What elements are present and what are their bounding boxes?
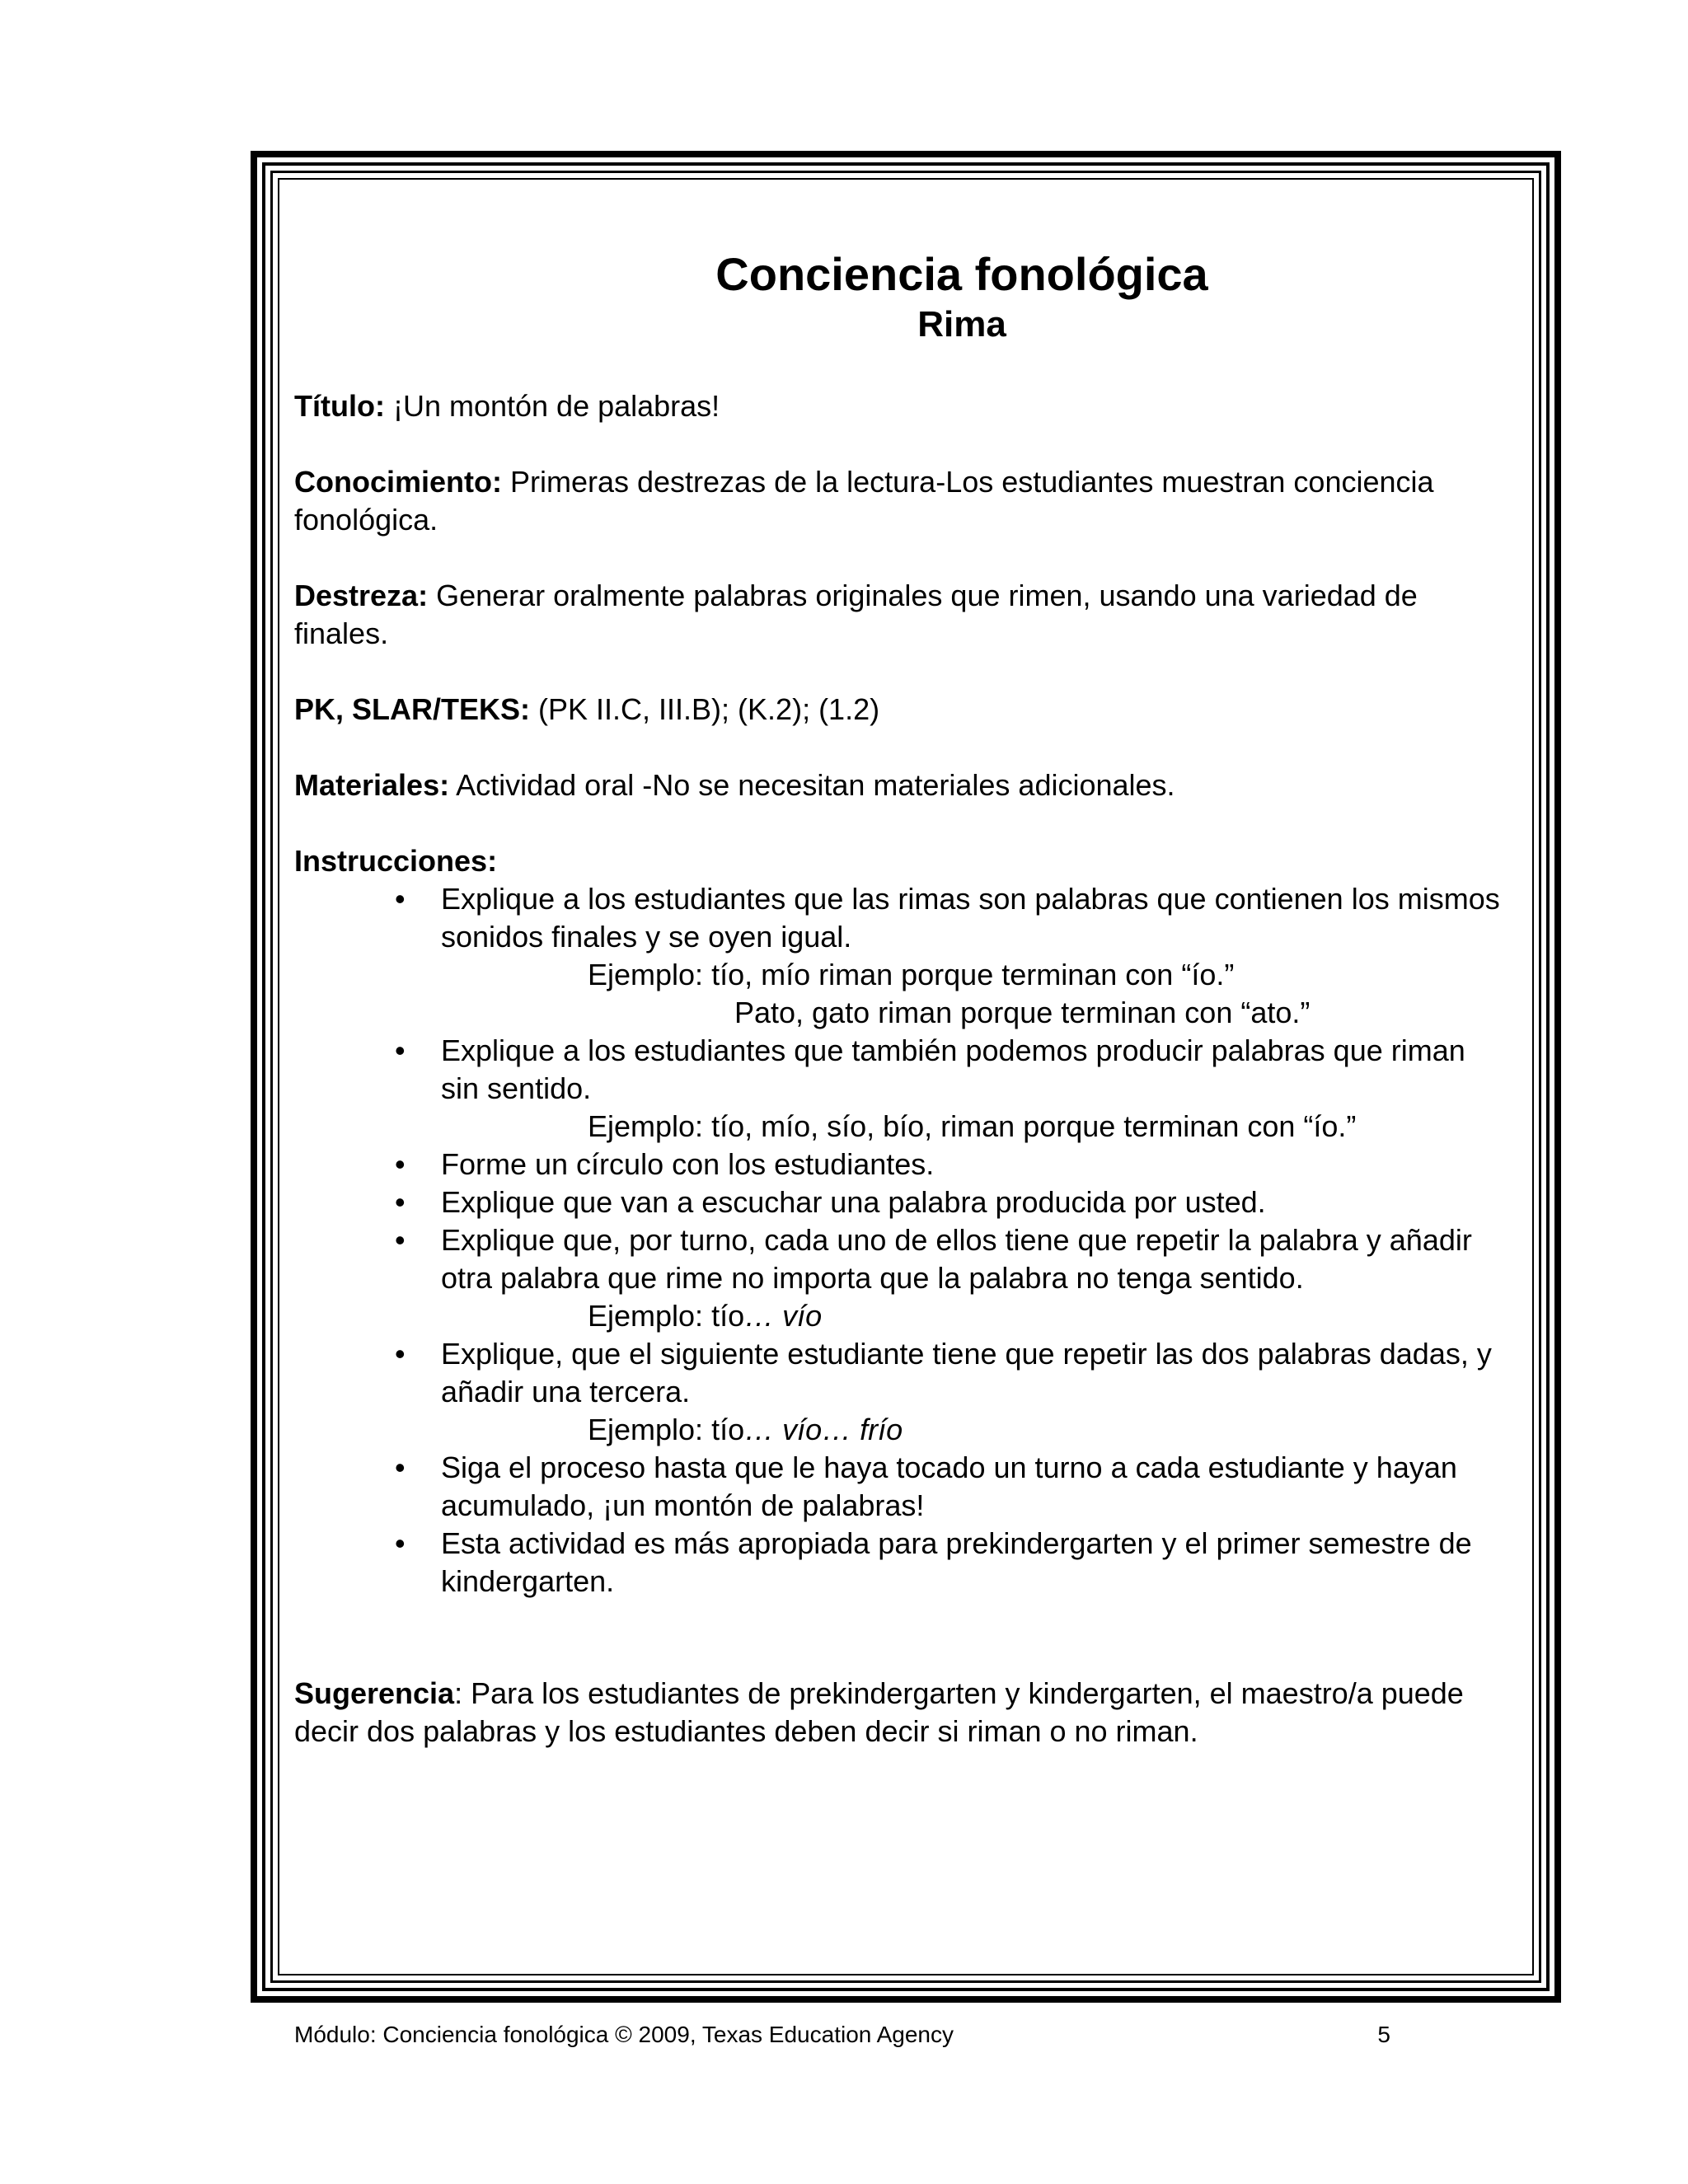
list-item (395, 1335, 1506, 1449)
instructions-list (294, 880, 1506, 1601)
bullet-icon: • (395, 1337, 406, 1371)
field-label: Destreza: (294, 579, 429, 612)
list-item (395, 1032, 1506, 1146)
suggestion-label: Sugerencia (294, 1676, 455, 1710)
page-title: Conciencia fonológica (715, 248, 1208, 300)
example-line: Ejemplo: tío, mío riman porque terminan con “ío.” (588, 958, 1235, 991)
example-line: Pato, gato riman porque terminan con “ato.” (734, 996, 1311, 1029)
example-prefix: Ejemplo: tío (588, 1413, 745, 1446)
field-value: Primeras destrezas de la lectura-Los estudiantes muestran conciencia fonológica. (294, 465, 1434, 537)
list-item (395, 880, 1506, 1032)
example-italic: … vío (744, 1299, 823, 1333)
example-line (441, 1297, 1506, 1335)
page-number: 5 (1377, 2022, 1390, 2047)
list-item-text: Explique a los estudiantes que las rimas son palabras que contienen los mismos sonidos finales y se oyen igual. (441, 882, 1500, 954)
list-item (395, 1146, 1506, 1183)
example-italic: … vío… frío (744, 1413, 903, 1446)
field-label: Materiales: (294, 768, 450, 802)
footer-text: Módulo: Conciencia fonológica © 2009, Texas Education Agency (294, 2022, 954, 2047)
bullet-icon: • (395, 1526, 406, 1560)
list-item-text: Explique a los estudiantes que también podemos producir palabras que riman sin sentido. (441, 1033, 1465, 1105)
bullet-icon: • (395, 1451, 406, 1484)
suggestion-text: : Para los estudiantes de prekindergarten y kindergarten, el maestro/a puede decir dos palabras y los estudiantes deben decir si riman o no riman. (294, 1676, 1464, 1748)
list-item-text: Explique que, por turno, cada uno de ellos tiene que repetir la palabra y añadir otra palabra que rime no importa que la palabra no tenga sentido. (441, 1223, 1472, 1295)
instructions-heading: Instrucciones: (294, 844, 498, 878)
field-materiales (294, 766, 1506, 804)
field-teks (294, 691, 1506, 729)
suggestion (294, 1675, 1506, 1750)
list-item (395, 1221, 1506, 1335)
bullet-icon: • (395, 882, 406, 916)
list-item-text: Explique que van a escuchar una palabra producida por usted. (441, 1185, 1266, 1219)
field-value: Generar oralmente palabras originales que rimen, usando una variedad de finales. (294, 579, 1418, 650)
field-conocimiento (294, 463, 1506, 539)
bullet-icon: • (395, 1147, 406, 1181)
field-destreza (294, 577, 1506, 653)
list-item (395, 1183, 1506, 1221)
example-line: Ejemplo: tío, mío, sío, bío, riman porque terminan con “ío.” (588, 1109, 1357, 1143)
bullet-icon: • (395, 1223, 406, 1257)
bullet-icon: • (395, 1033, 406, 1067)
list-item-text: Siga el proceso hasta que le haya tocado un turno a cada estudiante y hayan acumulado, ¡un montón de palabras! (441, 1451, 1457, 1522)
list-item-text: Explique, que el siguiente estudiante tiene que repetir las dos palabras dadas, y añadir una tercera. (441, 1337, 1492, 1408)
list-item (395, 1449, 1506, 1525)
bullet-icon: • (395, 1185, 406, 1219)
field-label: Conocimiento: (294, 465, 502, 499)
field-value: ¡Un montón de palabras! (384, 389, 720, 423)
example-prefix: Ejemplo: tío (588, 1299, 745, 1333)
list-item (395, 1525, 1506, 1601)
list-item-text: Esta actividad es más apropiada para prekindergarten y el primer semestre de kindergarten. (441, 1526, 1472, 1598)
document-body (294, 247, 1506, 1750)
field-value: (PK II.C, III.B); (K.2); (1.2) (530, 692, 880, 726)
field-titulo (294, 387, 1506, 425)
page-footer (294, 2021, 1390, 2049)
example-line (441, 1411, 1506, 1449)
field-value: Actividad oral -No se necesitan materiales adicionales. (449, 768, 1175, 802)
field-label: PK, SLAR/TEKS: (294, 692, 531, 726)
field-label: Título: (294, 389, 385, 423)
list-item-text: Forme un círculo con los estudiantes. (441, 1147, 935, 1181)
page-subtitle: Rima (917, 304, 1006, 344)
